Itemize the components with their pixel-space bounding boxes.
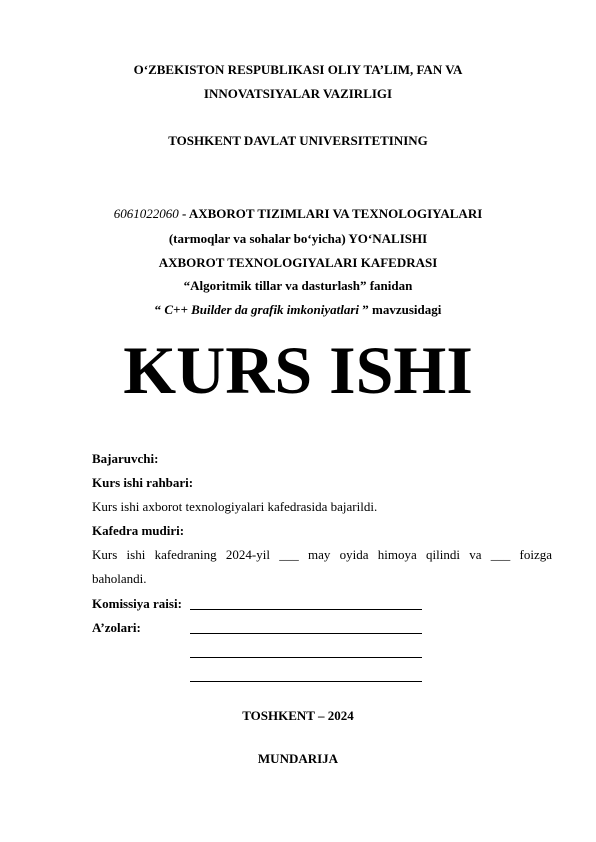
city-year: TOSHKENT – 2024 [242,708,354,723]
completed-text: Kurs ishi axborot texnologiyalari kafedrasida bajarildi. [92,499,378,514]
supervisor-label: Kurs ishi rahbari: [92,475,194,490]
direction-name: - AXBOROT TIZIMLARI VA TEXNOLOGIYALARI [178,206,483,221]
department-head-label: Kafedra mudiri: [92,523,185,538]
defense-text-line-2: baholandi. [92,571,147,586]
program-code: 6061022060 [113,206,179,221]
defense-text-line-1: Kurs ishi kafedraning 2024-yil ___ may oyida himoya qilindi va ___ foizga [92,547,552,562]
commission-chair-label: Komissiya raisi: [92,596,182,611]
ministry-line-1: O‘ZBEKISTON RESPUBLIKASI OLIY TA’LIM, FAN VA [133,62,463,77]
topic-line [0,302,596,318]
members-label: A’zolari: [92,620,141,635]
topic-suffix: ” mavzusidagi [359,302,442,317]
commission-signature-line [190,609,422,610]
document-title: KURS ISHI [123,332,473,408]
department-name: AXBOROT TEXNOLOGIYALARI KAFEDRASI [158,255,438,270]
performer-label: Bajaruvchi: [92,451,159,466]
member-signature-line-2 [190,657,422,658]
direction-line-2: (tarmoqlar va sohalar bo‘yicha) YO‘NALISHI [168,231,428,246]
contents-heading: MUNDARIJA [257,751,339,766]
ministry-line-2: INNOVATSIYALAR VAZIRLIGI [203,86,393,101]
member-signature-line-1 [190,633,422,634]
topic-open-quote: “ [154,302,165,317]
subject-line: “Algoritmik tillar va dasturlash” fanidan [183,278,413,293]
member-signature-line-3 [190,681,422,682]
university-name: TOSHKENT DAVLAT UNIVERSITETINING [168,133,428,148]
topic-title: C++ Builder da grafik imkoniyatlari [164,302,360,317]
direction-line [0,206,596,222]
